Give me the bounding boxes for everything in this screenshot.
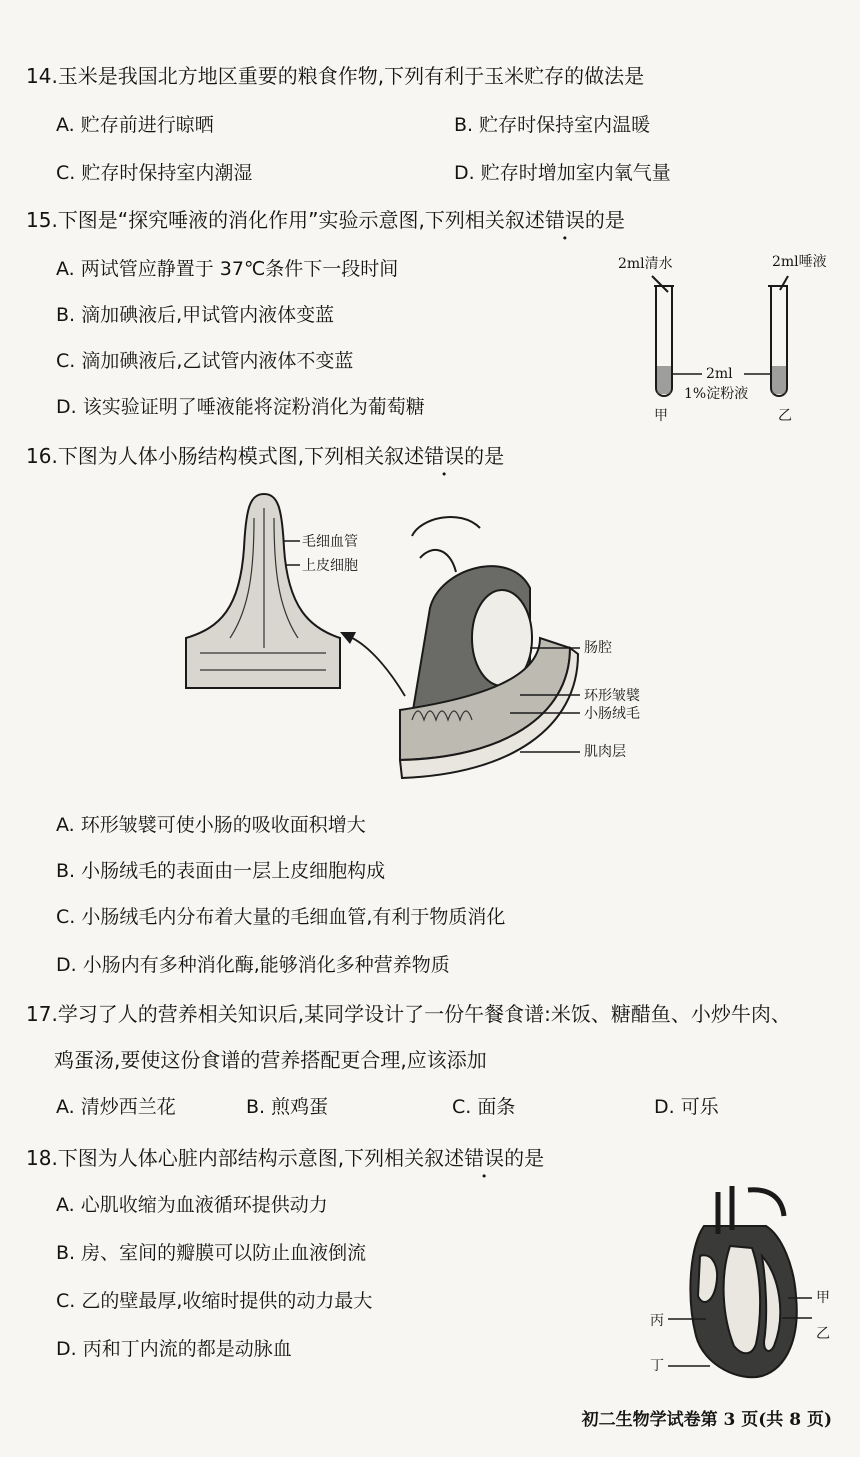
question-18 [26,1144,544,1172]
question-15 [26,206,625,234]
option-18-b: B. 房、室间的瓣膜可以防止血液倒流 [56,1242,367,1264]
option-18-d: D. 丙和丁内流的都是动脉血 [56,1338,292,1360]
label-muscle: 肌肉层 [584,744,626,760]
question-14 [26,62,644,90]
option-15-d: D. 该实验证明了唾液能将淀粉消化为葡萄糖 [56,396,425,418]
question-stem: 下图为人体心脏内部结构示意图,下列相关叙述 [57,1146,465,1170]
option-16-d: D. 小肠内有多种消化酶,能够消化多种营养物质 [56,954,450,976]
option-15-c: C. 滴加碘液后,乙试管内液体不变蓝 [56,350,354,372]
label-lumen: 肠腔 [584,640,612,656]
option-16-b: B. 小肠绒毛的表面由一层上皮细胞构成 [56,860,386,882]
label-bing: 丙 [650,1313,664,1329]
question-stem: 下图为人体小肠结构模式图,下列相关叙述 [57,444,425,468]
question-number: 15. [26,208,58,232]
question-stem-end: 的是 [504,1146,545,1170]
emphasis-word: 错误 [544,208,585,232]
label-starch: 1%淀粉液 [684,386,749,402]
question-17-line2: 鸡蛋汤,要使这份食谱的营养搭配更合理,应该添加 [54,1048,487,1072]
question-stem-end: 的是 [464,444,505,468]
option-17-d: D. 可乐 [654,1096,719,1118]
label-saliva: 2ml唾液 [772,254,827,270]
option-14-a: A. 贮存前进行晾晒 [56,114,214,136]
question-number: 14. [26,64,58,88]
emphasis-word: 错误 [464,1146,505,1170]
question-number: 16. [26,444,58,468]
option-15-b: B. 滴加碘液后,甲试管内液体变蓝 [56,304,335,326]
question-number: 17. [26,1002,58,1026]
label-capillary: 毛细血管 [302,534,358,550]
label-epithelium: 上皮细胞 [302,558,358,574]
option-18-a: A. 心肌收缩为血液循环提供动力 [56,1194,328,1216]
option-17-b: B. 煎鸡蛋 [246,1096,329,1118]
option-16-a: A. 环形皱襞可使小肠的吸收面积增大 [56,814,366,836]
label-water: 2ml清水 [618,256,673,272]
label-2ml: 2ml [706,366,733,382]
question-16 [26,442,504,470]
option-14-c: C. 贮存时保持室内潮湿 [56,162,253,184]
question-17 [26,1000,791,1028]
label-yi: 乙 [816,1326,830,1342]
heart-diagram [670,1186,820,1386]
option-14-b: B. 贮存时保持室内温暖 [454,114,651,136]
label-tube-yi: 乙 [778,408,792,424]
label-villi: 小肠绒毛 [584,706,640,722]
question-stem: 学习了人的营养相关知识后,某同学设计了一份午餐食谱:米饭、糖醋鱼、小炒牛肉、 [57,1002,791,1026]
question-number: 18. [26,1146,58,1170]
option-17-c: C. 面条 [452,1096,516,1118]
label-jia: 甲 [816,1290,830,1306]
question-stem: 玉米是我国北方地区重要的粮食作物,下列有利于玉米贮存的做法是 [57,64,645,88]
label-ding: 丁 [650,1358,664,1374]
question-stem: 下图是“探究唾液的消化作用”实验示意图,下列相关叙述 [57,208,545,232]
option-17-a: A. 清炒西兰花 [56,1096,176,1118]
label-tube-jia: 甲 [654,408,668,424]
option-16-c: C. 小肠绒毛内分布着大量的毛细血管,有利于物质消化 [56,906,506,928]
option-15-a: A. 两试管应静置于 37℃条件下一段时间 [56,258,399,280]
label-fold: 环形皱襞 [584,688,640,704]
page-footer: 初二生物学试卷第 3 页(共 8 页) [581,1410,832,1430]
emphasis-word: 错误 [424,444,465,468]
option-14-d: D. 贮存时增加室内氧气量 [454,162,671,184]
option-18-c: C. 乙的壁最厚,收缩时提供的动力最大 [56,1290,373,1312]
question-stem-end: 的是 [584,208,625,232]
